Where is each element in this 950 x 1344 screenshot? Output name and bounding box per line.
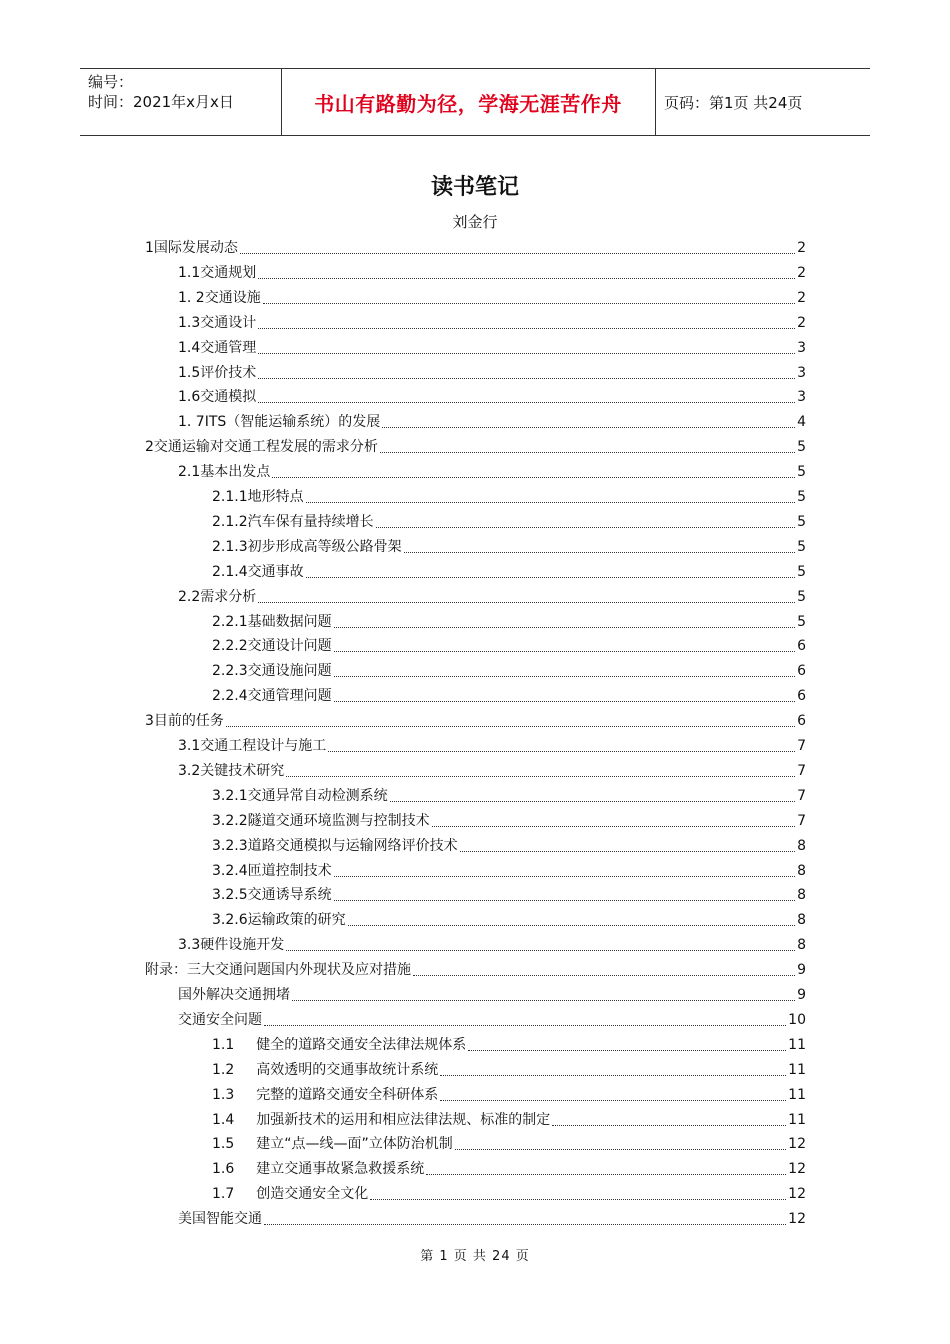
toc-entry-label: 交通设计 [200, 314, 257, 331]
toc-entry-title [212, 613, 332, 631]
toc-entry-number: 2.1 [178, 464, 201, 481]
toc-leader-dots [390, 800, 795, 802]
toc-entry-label: 国外解决交通拥堵 [178, 987, 290, 1003]
toc-entry[interactable] [212, 904, 806, 929]
toc-entry[interactable] [178, 332, 806, 357]
toc-entry-number: 1.3 [212, 1086, 235, 1103]
toc-entry-page: 7 [797, 762, 806, 779]
toc-leader-dots [258, 377, 795, 379]
toc-entry-number: 2.2.3 [212, 663, 248, 680]
toc-entry-label: 交通诱导系统 [247, 887, 332, 904]
toc-entry-label: 交通事故 [247, 563, 304, 580]
toc-entry-number: 2.2.4 [212, 688, 248, 705]
toc-entry-number: 1.3 [178, 314, 201, 331]
toc-entry-page: 8 [797, 837, 806, 854]
toc-entry-label: 高效透明的交通事故统计系统 [256, 1061, 439, 1078]
header-meta [88, 72, 234, 112]
toc-leader-dots [240, 252, 795, 254]
toc-entry-label: 交通规划 [200, 264, 257, 281]
date-label: 时间：2021年x月x日 [88, 93, 234, 111]
toc-entry[interactable] [145, 431, 806, 456]
toc-entry-title [212, 687, 332, 705]
toc-entry-page: 12 [788, 1186, 806, 1203]
toc-entry-page: 12 [788, 1211, 806, 1228]
toc-entry-title [178, 936, 284, 954]
toc-entry[interactable] [178, 282, 806, 307]
toc-entry-number: 3.3 [178, 937, 201, 954]
toc-entry-number: 1.4 [178, 339, 201, 356]
toc-leader-dots [432, 825, 795, 827]
toc-entry-page: 10 [788, 1011, 806, 1028]
toc-entry-title [178, 314, 256, 332]
toc-entry-label: 基础数据问题 [247, 613, 332, 630]
toc-entry[interactable] [178, 929, 806, 954]
toc-entry-number: 1.1 [212, 1036, 235, 1053]
document-title: 读书笔记 [430, 175, 519, 200]
code-label: 编号： [88, 73, 134, 91]
toc-entry-title [212, 563, 304, 581]
toc-entry[interactable] [178, 979, 806, 1004]
toc-entry-page: 7 [797, 787, 806, 804]
toc-entry-page: 2 [797, 314, 806, 331]
toc-entry[interactable] [212, 879, 806, 904]
toc-entry-label: 初步形成高等级公路骨架 [247, 538, 402, 555]
toc-entry-page: 7 [797, 738, 806, 754]
toc-entry-title [212, 911, 346, 929]
toc-entry-number: 2.1.4 [212, 563, 248, 580]
toc-leader-dots [258, 401, 795, 403]
toc-entry-title [178, 588, 256, 606]
toc-leader-dots [263, 302, 795, 304]
toc-entry-title [178, 737, 326, 755]
toc-entry-page: 12 [788, 1136, 806, 1153]
toc-entry[interactable] [212, 1104, 806, 1129]
toc-entry-page: 3 [797, 339, 806, 356]
toc-entry-label: 交通管理 [200, 339, 257, 356]
toc-entry-title [145, 961, 411, 979]
toc-entry-page: 5 [797, 464, 806, 481]
toc-entry-label: 交通设计问题 [247, 638, 332, 655]
toc-entry-number: 1.7 [212, 1186, 235, 1203]
toc-entry-label: 硬件设施开发 [200, 937, 285, 954]
toc-leader-dots [413, 974, 795, 976]
toc-entry-label: 交通管理问题 [247, 688, 332, 705]
toc-entry-number: 3 [145, 713, 154, 730]
toc-entry[interactable] [212, 531, 806, 556]
toc-entry-label: 地形特点 [247, 489, 304, 505]
toc-leader-dots [328, 750, 795, 752]
toc-leader-dots [468, 1049, 786, 1051]
toc-entry-label: 评价技术 [200, 364, 257, 381]
toc-entry-number: 3.2.4 [212, 862, 248, 879]
toc-entry-title [212, 488, 304, 506]
toc-entry[interactable] [178, 456, 806, 481]
toc-entry-page: 8 [797, 937, 806, 954]
toc-entry[interactable] [212, 805, 806, 830]
page-footer: 第 1 页 共 24 页 [420, 1249, 530, 1264]
toc-leader-dots [272, 476, 795, 478]
document-author: 刘金行 [452, 213, 498, 231]
toc-entry-label: 完整的道路交通安全科研体系 [256, 1086, 439, 1103]
toc-entry-page: 5 [797, 563, 806, 580]
toc-entry-number: 3.2 [178, 762, 201, 779]
toc-leader-dots [334, 899, 795, 901]
toc-entry-page: 12 [788, 1161, 806, 1178]
toc-leader-dots [380, 451, 795, 453]
toc-entry-page: 5 [797, 588, 806, 605]
toc-entry-title [212, 513, 374, 531]
toc-entry-page: 3 [797, 364, 806, 381]
toc-entry-number: 1.4 [212, 1111, 235, 1128]
toc-leader-dots [258, 277, 795, 279]
toc-entry-number: 1.5 [178, 364, 201, 381]
toc-leader-dots [455, 1148, 786, 1150]
toc-entry-label: 健全的道路交通安全法律法规体系 [256, 1036, 467, 1053]
toc-leader-dots [306, 501, 795, 503]
toc-leader-dots [440, 1099, 786, 1101]
header-divider-right [655, 68, 656, 136]
toc-entry-page: 8 [797, 912, 806, 929]
toc-entry[interactable] [178, 755, 806, 780]
toc-entry[interactable] [178, 257, 806, 282]
toc-entry[interactable] [145, 705, 806, 730]
toc-entry-label: 建立“点—线—面”立体防治机制 [256, 1136, 453, 1153]
toc-entry[interactable] [178, 1203, 806, 1228]
toc-leader-dots [348, 924, 795, 926]
toc-entry-page: 5 [797, 538, 806, 555]
toc-entry-label: 国际发展动态 [153, 240, 238, 256]
toc-leader-dots [440, 1074, 786, 1076]
toc-entry-number: 2.2 [178, 588, 201, 605]
toc-entry-title [178, 986, 290, 1004]
header-page-label: 页码：第1页 共24页 [664, 93, 803, 112]
toc-entry-page: 9 [797, 962, 806, 979]
toc-entry[interactable] [212, 1128, 806, 1153]
toc-entry[interactable] [178, 581, 806, 606]
toc-entry[interactable] [212, 606, 806, 631]
toc-entry-title [212, 787, 388, 805]
toc-entry-page: 6 [797, 713, 806, 730]
toc-entry-label: 交通模拟 [200, 389, 257, 406]
toc-entry-page: 6 [797, 663, 806, 680]
toc-entry-label: 需求分析 [200, 588, 257, 605]
toc-entry[interactable] [212, 830, 806, 855]
toc-entry-number: 1.5 [212, 1136, 235, 1153]
toc-entry-label: 关键技术研究 [200, 762, 285, 779]
toc-entry-number: 2.1.3 [212, 538, 248, 555]
toc-entry-number: 3.2.3 [212, 837, 248, 854]
toc-entry-title [178, 339, 256, 357]
toc-entry-label: 交通设施 [204, 289, 261, 306]
toc-entry[interactable] [212, 506, 806, 531]
toc-entry-title [212, 637, 332, 655]
toc-entry-title [178, 1011, 262, 1029]
toc-leader-dots [382, 426, 795, 428]
toc-leader-dots [292, 999, 795, 1001]
toc-entry-label: 交通安全问题 [178, 1011, 262, 1028]
toc-entry-number: 3.2.1 [212, 787, 248, 804]
toc-entry-number: 1 [145, 240, 154, 256]
toc-entry-number: 2.1.1 [212, 489, 248, 505]
toc-entry-title [178, 388, 256, 406]
toc-entry-title [212, 1185, 368, 1203]
header-slogan: 书山有路勤为径，学海无涯苦作舟 [314, 91, 622, 116]
toc-entry[interactable] [145, 232, 806, 257]
toc-entry[interactable] [212, 481, 806, 506]
toc-entry[interactable] [212, 556, 806, 581]
toc-entry-title [178, 289, 261, 307]
toc-leader-dots [264, 1223, 786, 1225]
toc-leader-dots [334, 675, 795, 677]
toc-entry-page: 11 [788, 1111, 806, 1128]
toc-entry[interactable] [212, 1029, 806, 1054]
toc-entry-page: 4 [797, 414, 806, 431]
toc-entry-title [212, 538, 402, 556]
toc-leader-dots [552, 1124, 786, 1126]
toc-entry-title [178, 463, 270, 481]
toc-entry-label: 基本出发点 [200, 464, 271, 481]
toc-entry-title [178, 413, 380, 431]
toc-entry-page: 11 [788, 1061, 806, 1078]
toc-entry-label: 交通异常自动检测系统 [247, 787, 388, 804]
toc-entry-number: 1. 2 [178, 289, 205, 306]
toc-entry[interactable] [212, 630, 806, 655]
toc-entry[interactable] [212, 855, 806, 880]
toc-entry-page: 2 [797, 289, 806, 306]
toc-entry-page: 9 [797, 987, 806, 1003]
toc-entry[interactable] [212, 680, 806, 705]
toc-entry-label: 加强新技术的运用和相应法律法规、标准的制定 [256, 1111, 551, 1128]
toc-entry-label: 创造交通安全文化 [256, 1186, 369, 1203]
toc-entry-number: 1. 7 [178, 414, 205, 431]
toc-entry-title [212, 837, 458, 855]
toc-entry[interactable] [212, 1054, 806, 1079]
toc-entry-label: 建立交通事故紧急救援系统 [256, 1161, 425, 1178]
toc-entry-title [212, 1111, 550, 1129]
toc-entry-page: 11 [788, 1086, 806, 1103]
toc-entry-title [145, 712, 224, 730]
toc-entry-title [212, 1061, 438, 1079]
toc-entry[interactable] [178, 406, 806, 431]
toc-entry-page: 8 [797, 862, 806, 879]
toc-entry-number: 3.2.2 [212, 812, 248, 829]
toc-leader-dots [426, 1173, 786, 1175]
toc-entry-number: 2.1.2 [212, 513, 248, 530]
toc-entry-title [212, 886, 332, 904]
toc-entry-page: 6 [797, 638, 806, 655]
toc-leader-dots [334, 626, 795, 628]
toc-entry-title [178, 762, 284, 780]
toc-entry-page: 2 [797, 264, 806, 281]
toc-entry-page: 5 [797, 489, 806, 505]
toc-leader-dots [264, 1024, 786, 1026]
toc-entry-number: 1.2 [212, 1061, 235, 1078]
toc-entry-number: 1.6 [178, 389, 201, 406]
toc-leader-dots [404, 551, 795, 553]
toc-entry-number: 3.2.6 [212, 912, 248, 929]
toc-entry-page: 5 [797, 439, 806, 456]
toc-entry-title [145, 438, 378, 456]
toc-entry[interactable] [212, 1079, 806, 1104]
toc-leader-dots [286, 949, 795, 951]
toc-leader-dots [460, 850, 795, 852]
toc-entry[interactable] [145, 954, 806, 979]
toc-entry-page: 5 [797, 513, 806, 530]
toc-entry-label: 附录：三大交通问题国内外现状及应对措施 [145, 962, 411, 979]
toc-leader-dots [370, 1198, 786, 1200]
toc-leader-dots [334, 875, 795, 877]
toc-entry-page: 6 [797, 688, 806, 705]
toc-entry-number: 3.1 [178, 738, 201, 754]
toc-entry-label: 交通设施问题 [247, 663, 332, 680]
toc-entry-label: 匝道控制技术 [247, 862, 332, 879]
toc-entry-title [212, 1036, 466, 1054]
toc-entry-number: 1.1 [178, 264, 201, 281]
toc-entry-title [212, 1160, 424, 1178]
toc-leader-dots [376, 526, 795, 528]
toc-leader-dots [226, 725, 795, 727]
toc-leader-dots [286, 775, 795, 777]
toc-entry-label: 汽车保有量持续增长 [247, 513, 374, 530]
toc-entry-label: 交通运输对交通工程发展的需求分析 [153, 439, 378, 456]
toc-entry-label: 目前的任务 [153, 713, 224, 730]
toc-leader-dots [334, 650, 795, 652]
toc-entry[interactable] [212, 780, 806, 805]
toc-entry-page: 2 [797, 240, 806, 256]
toc-entry-page: 8 [797, 887, 806, 904]
toc-leader-dots [306, 576, 795, 578]
toc-entry-title [212, 1135, 453, 1153]
toc-entry-number: 2.2.1 [212, 613, 248, 630]
toc-entry-page: 5 [797, 613, 806, 630]
toc-entry-page: 11 [788, 1036, 806, 1053]
toc-entry-title [212, 862, 332, 880]
toc-entry-title [212, 812, 430, 830]
toc-entry-label: 交通工程设计与施工 [200, 738, 327, 754]
toc-entry-title [212, 1086, 438, 1104]
toc-entry-label: ITS（智能运输系统）的发展 [204, 414, 381, 431]
toc-entry-title [145, 239, 238, 257]
toc-entry[interactable] [178, 730, 806, 755]
toc-entry-title [178, 264, 256, 282]
toc-entry-title [178, 1210, 262, 1228]
toc-entry-title [178, 364, 256, 382]
toc-leader-dots [258, 327, 795, 329]
toc-entry[interactable] [212, 1153, 806, 1178]
toc-entry[interactable] [178, 381, 806, 406]
toc-entry-page: 3 [797, 389, 806, 406]
page-header [80, 68, 870, 136]
toc-entry[interactable] [212, 655, 806, 680]
toc-entry-page: 7 [797, 812, 806, 829]
toc-entry-title [212, 662, 332, 680]
toc-entry-label: 美国智能交通 [178, 1211, 262, 1228]
toc-entry[interactable] [212, 1178, 806, 1203]
toc-entry[interactable] [178, 357, 806, 382]
toc-entry-number: 3.2.5 [212, 887, 248, 904]
toc-leader-dots [258, 352, 795, 354]
toc-entry-number: 1.6 [212, 1161, 235, 1178]
toc-entry-number: 2 [145, 439, 154, 456]
toc-entry[interactable] [178, 1004, 806, 1029]
toc-leader-dots [334, 700, 795, 702]
toc-entry-label: 运输政策的研究 [247, 912, 346, 929]
toc-entry-number: 2.2.2 [212, 638, 248, 655]
toc-leader-dots [258, 601, 795, 603]
toc-entry[interactable] [178, 307, 806, 332]
toc-entry-label: 隧道交通环境监测与控制技术 [247, 812, 430, 829]
toc-entry-label: 道路交通模拟与运输网络评价技术 [247, 837, 458, 854]
